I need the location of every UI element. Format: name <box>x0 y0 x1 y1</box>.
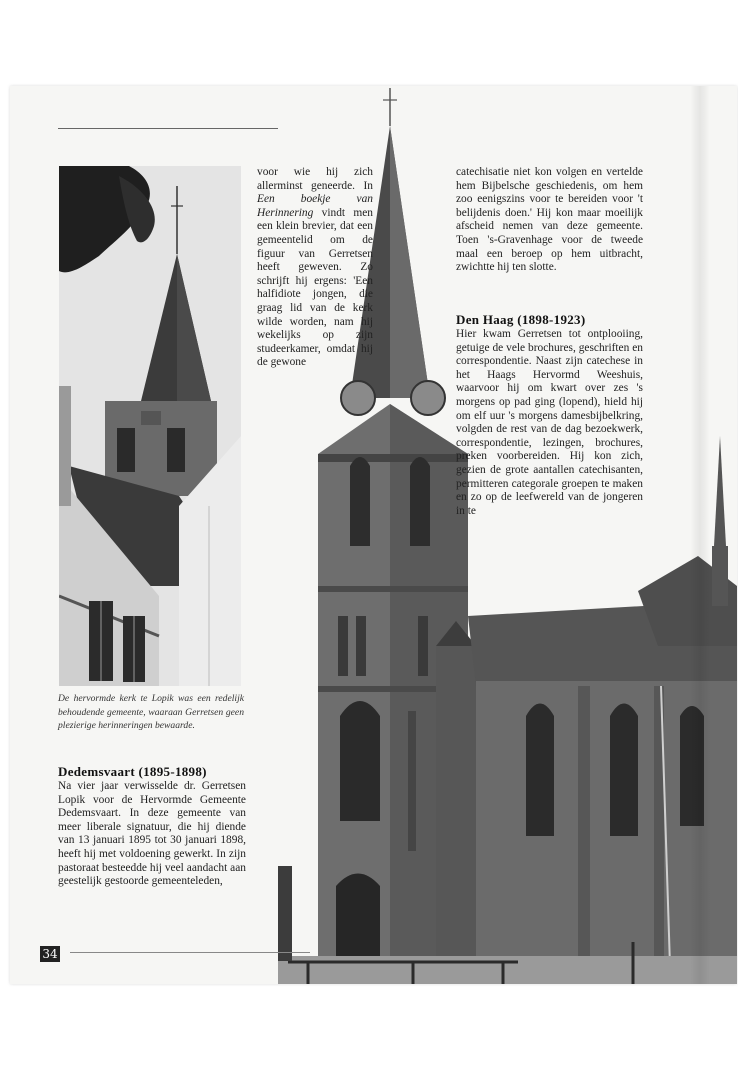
text-fragment: voor wie hij zich allerminst geneerde. In <box>257 166 373 192</box>
page-gutter-shadow <box>690 86 710 984</box>
text-fragment: vindt men een klein brevier, dat een gemeentelid om de figuur van Gerretsen heeft geweven. Zo schrijft hij ergens: 'Een halfidiote jongen, die graag lid van de kerk wilde worden, nam hij wekelijks op zijn studeerkamer, omdat hij de gewone <box>257 206 373 369</box>
photo-lopik-church <box>59 166 241 686</box>
photo-caption: De hervormde kerk te Lopik was een redelijk behoudende gemeente, waaraan Gerretsen geen plezierige herinneringen bewaarde. <box>58 693 244 732</box>
bottom-rule <box>70 952 310 953</box>
text-column-right: catechisatie niet kon volgen en vertelde hem Bijbelsche geschiedenis, om hem zoo eenigszins voor te bereiden voor 't belijdenis doen.' Hij kon maar moeilijk afscheid nemen van deze gemeente. Toen 's-Gravenhage voor de tweede maal een beroep op hem uitbracht, zwichtte hij ten slotte. <box>456 166 643 274</box>
section-text: Na vier jaar verwisselde dr. Gerretsen Lopik voor de Hervormde Gemeente Dedemsvaart. In deze gemeente van meer liberale signatuur, die hij diende van 13 januari 1895 tot 30 januari 1898, heeft hij met voldoening gewerkt. In zijn pastoraat besteedde hij veel aandacht aan geestelijk gestoorde gemeenteleden, <box>58 780 246 888</box>
text-column-middle <box>257 166 373 370</box>
section-heading: Den Haag (1898-1923) <box>456 312 586 327</box>
section-dedemsvaart <box>58 764 246 889</box>
page-number: 34 <box>40 946 60 962</box>
section-text: Hier kwam Gerretsen tot ontplooiing, getuige de vele brochures, geschriften en correspondentie. Naast zijn catechese in het Haags Hervormd Weeshuis, waarvoor hij om kwart over zes 's morgens op pad ging (lopend), hield hij om elf uur 's morgens damesbijbelkring, volgden de rest van de dag bezoekwerk, correspondentie, lezingen, brochures, preken voorbereiden. Hij kon zich, gezien de grote aantallen catechisanten, permitteren categorale groepen te maken en zo op de leefwereld van de jongeren in te <box>456 328 643 517</box>
section-heading: Dedemsvaart (1895-1898) <box>58 764 207 779</box>
book-page <box>10 86 737 984</box>
book-title: Een boekje van Herinnering <box>257 193 373 219</box>
section-den-haag <box>456 312 643 518</box>
